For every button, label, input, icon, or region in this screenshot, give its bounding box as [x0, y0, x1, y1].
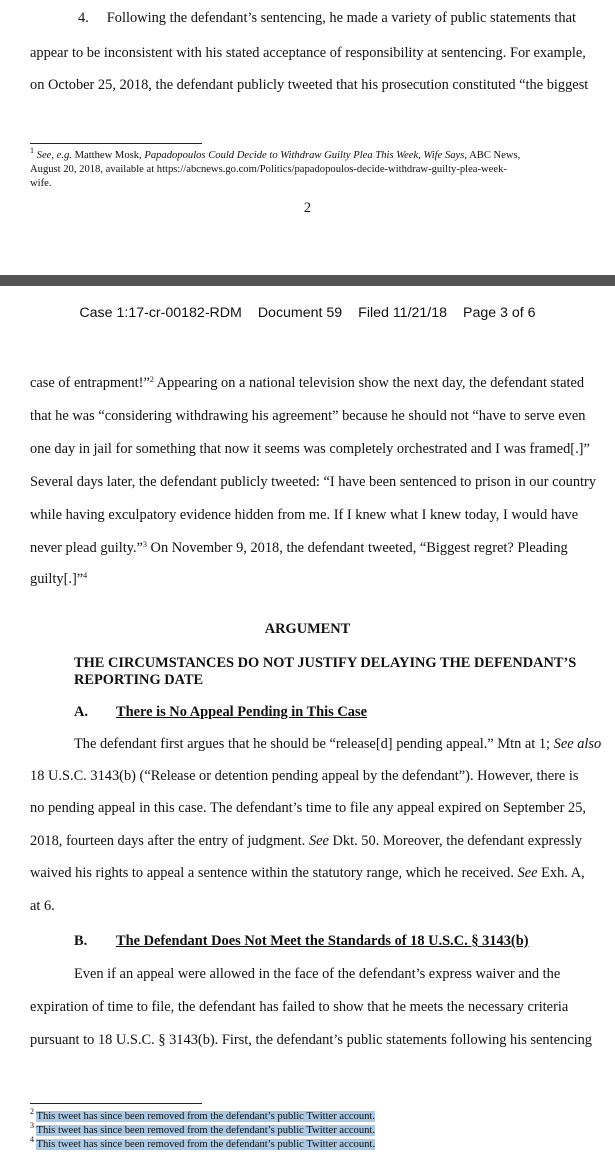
page-indicator: Page 3 of 6 — [462, 305, 536, 321]
footnote-1-line-2: August 20, 2018, available at https://abcnews.go.com/Politics/papadopoulos-decide-withdraw-guilty-plea-week- — [30, 164, 507, 175]
paragraph-4-line-3: on October 25, 2018, the defendant publicly tweeted that his prosecution constituted “the biggest — [30, 77, 589, 93]
paragraph-4-line-1: 4. Following the defendant’s sentencing, he made a variety of public statements that — [78, 10, 576, 26]
paragraph-line: never plead guilty.”$^3$ On November 9, 2018, the defendant tweeted, “Biggest regret? Pleading — [30, 540, 568, 556]
highlighted-text: This tweet has since been removed from the defendant’s public Twitter account. — [36, 1125, 376, 1136]
footnote-ref-3: 3 — [142, 540, 147, 549]
document-number: Document 59 — [257, 305, 343, 321]
paragraph-line: expiration of time to file, the defendant has failed to show that he meets the necessary criteria — [30, 999, 569, 1015]
paragraph-line: case of entrapment!”$^2$ Appearing on a national television show the next day, the defendant stated — [30, 375, 585, 391]
page-separator — [0, 275, 615, 286]
document-page-2 — [0, 0, 615, 275]
paragraph-line: 18 U.S.C. 3143(b) (“Release or detention pending appeal by the defendant”). However, there is — [30, 768, 579, 784]
paragraph-line: at 6. — [30, 898, 55, 914]
highlighted-text: This tweet has since been removed from the defendant’s public Twitter account. — [36, 1139, 376, 1150]
document-page-3 — [0, 286, 615, 1165]
case-header — [0, 305, 615, 321]
footnote-2: $^2$ This tweet has since been removed from the defendant’s public Twitter account. — [30, 1107, 376, 1122]
page-number: 2 — [303, 200, 312, 216]
paragraph-4-line-2: appear to be inconsistent with his stated acceptance of responsibility at sentencing. For example, — [30, 45, 586, 61]
footnote-ref-2: 2 — [149, 375, 154, 384]
paragraph-line: waived his rights to appeal a sentence within the statutory range, which he received. See Exh. A, — [30, 865, 585, 881]
subheading-a: A. There is No Appeal Pending in This Case — [74, 704, 367, 720]
footnote-1-line-3: wife. — [30, 178, 52, 189]
footnote-1-line-1: $^1$ See, e.g. Matthew Mosk, Papadopoulos Could Decide to Withdraw Guilty Plea This Week, Wife Says, ABC News, — [30, 146, 521, 161]
case-number: Case 1:17-cr-00182-RDM — [79, 305, 242, 321]
paragraph-line: that he was “considering withdrawing his agreement” because he should not “have to serve even — [30, 408, 586, 424]
paragraph-line: The defendant first argues that he should be “release[d] pending appeal.” Mtn at 1; See also — [74, 736, 602, 752]
paragraph-line: Even if an appeal were allowed in the face of the defendant’s express waiver and the — [74, 966, 561, 982]
paragraph-line: while having exculpatory evidence hidden from me. If I knew what I knew today, I would have — [30, 507, 579, 523]
highlighted-text: This tweet has since been removed from the defendant’s public Twitter account. — [36, 1111, 376, 1122]
section-heading-line-2: REPORTING DATE — [74, 672, 204, 688]
footnote-separator — [30, 143, 202, 144]
paragraph-line: one day in jail for something that now it seems was completely orchestrated and I was framed[.]” — [30, 441, 590, 457]
footnote-separator — [30, 1103, 202, 1104]
paragraph-line: 2018, fourteen days after the entry of judgment. See Dkt. 50. Moreover, the defendant expressly — [30, 833, 583, 849]
paragraph-line: guilty[.]”$^4$ — [30, 571, 88, 587]
subheading-b: B. The Defendant Does Not Meet the Standards of 18 U.S.C. § 3143(b) — [74, 933, 529, 949]
paragraph-number: 4. — [78, 10, 89, 26]
paragraph-line: no pending appeal in this case. The defendant’s time to file any appeal expired on September 25, — [30, 800, 586, 816]
paragraph-line: Several days later, the defendant publicly tweeted: “I have been sentenced to prison in our country — [30, 474, 597, 490]
section-heading-line-1: THE CIRCUMSTANCES DO NOT JUSTIFY DELAYING THE DEFENDANT’S — [74, 655, 577, 671]
footnote-4: $^4$ This tweet has since been removed from the defendant’s public Twitter account. — [30, 1135, 376, 1150]
paragraph-line: pursuant to 18 U.S.C. § 3143(b). First, the defendant’s public statements following his sentencing — [30, 1032, 592, 1048]
footnote-ref-4: 4 — [83, 571, 88, 580]
filed-date: Filed 11/21/18 — [358, 305, 448, 321]
footnote-3: $^3$ This tweet has since been removed from the defendant’s public Twitter account. — [30, 1121, 376, 1136]
argument-heading: ARGUMENT — [264, 621, 351, 637]
